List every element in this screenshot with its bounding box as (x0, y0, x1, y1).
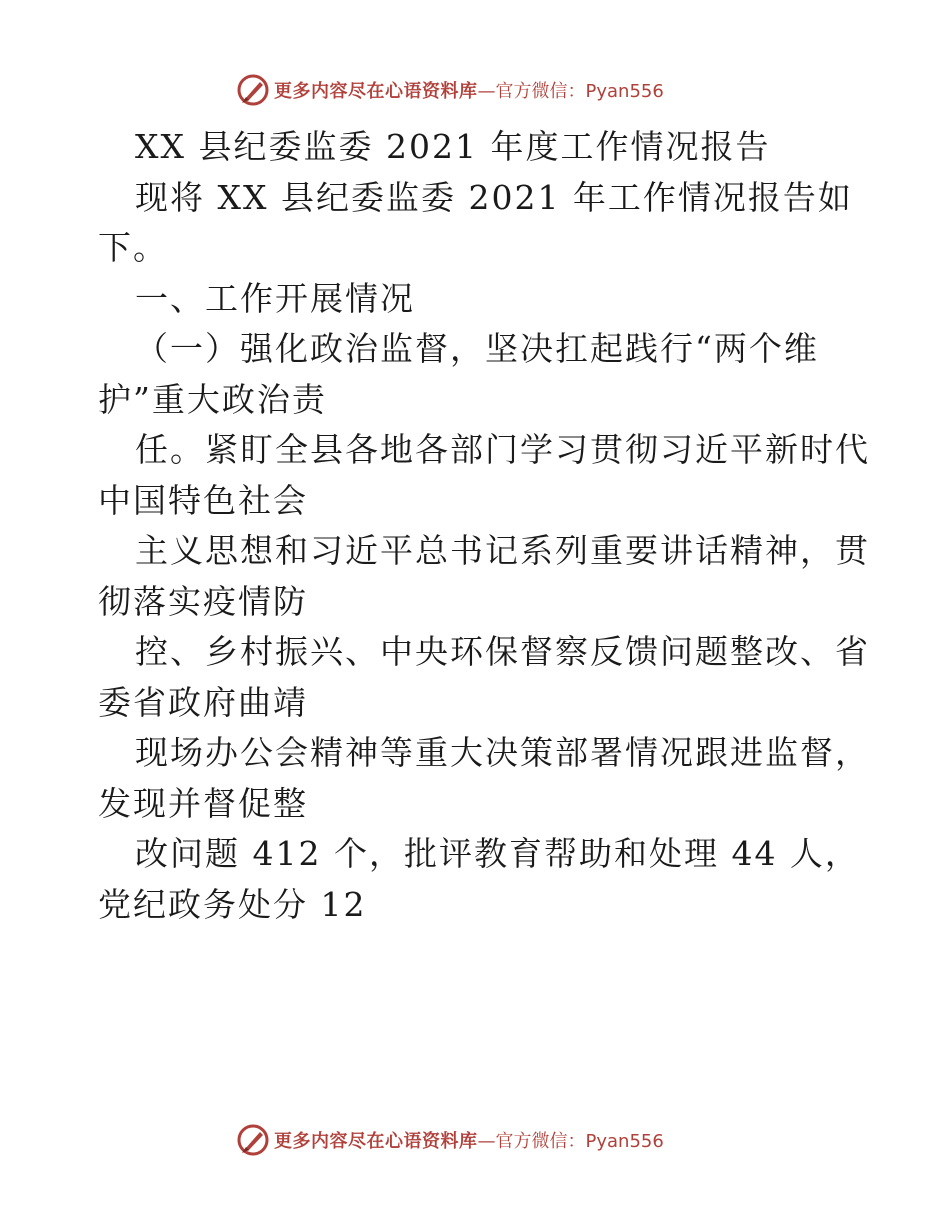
text-line: 护”重大政治责 (98, 379, 327, 419)
watermark-text: 更多内容尽在心语资料库 (274, 81, 478, 102)
text-line: 下。 (98, 228, 168, 267)
text-line: 中国特色社会 (98, 480, 308, 520)
text-line: 发现并督促整 (98, 783, 308, 823)
text-line: 主义思想和习近平总书记系列重要讲话精神，贯 (135, 531, 870, 570)
text-line: 现将 XX 县纪委监委 2021 年工作情况报告如 (135, 177, 853, 217)
watermark-text: 更多内容尽在心语资料库 (274, 1131, 478, 1152)
text-line: 控、乡村振兴、中央环保督察反馈问题整改、省 (135, 632, 870, 671)
text-line: 委省政府曲靖 (98, 682, 308, 722)
subsection-heading: （一）强化政治监督，坚决扛起践行“两个维 (135, 329, 819, 368)
section-heading: 一、工作开展情况 (135, 278, 415, 318)
document-title: XX 县纪委监委 2021 年度工作情况报告 (135, 127, 771, 166)
text-line: 现场办公会精神等重大决策部署情况跟进监督， (135, 733, 870, 772)
text-line: 任。紧盯全县各地各部门学习贯彻习近平新时代 (135, 430, 870, 469)
text-line: 改问题 412 个，批评教育帮助和处理 44 人， (135, 834, 860, 873)
watermark-contact: —官方微信：Pyan556 (477, 81, 664, 102)
document-body (98, 122, 870, 930)
text-line: 党纪政务处分 12 (98, 884, 367, 924)
watermark-contact: —官方微信：Pyan556 (477, 1131, 664, 1152)
pen-logo-icon (236, 73, 270, 107)
pen-logo-icon (236, 1123, 270, 1157)
text-line: 彻落实疫情防 (98, 581, 308, 621)
header-watermark (236, 70, 664, 110)
footer-watermark (236, 1120, 664, 1160)
